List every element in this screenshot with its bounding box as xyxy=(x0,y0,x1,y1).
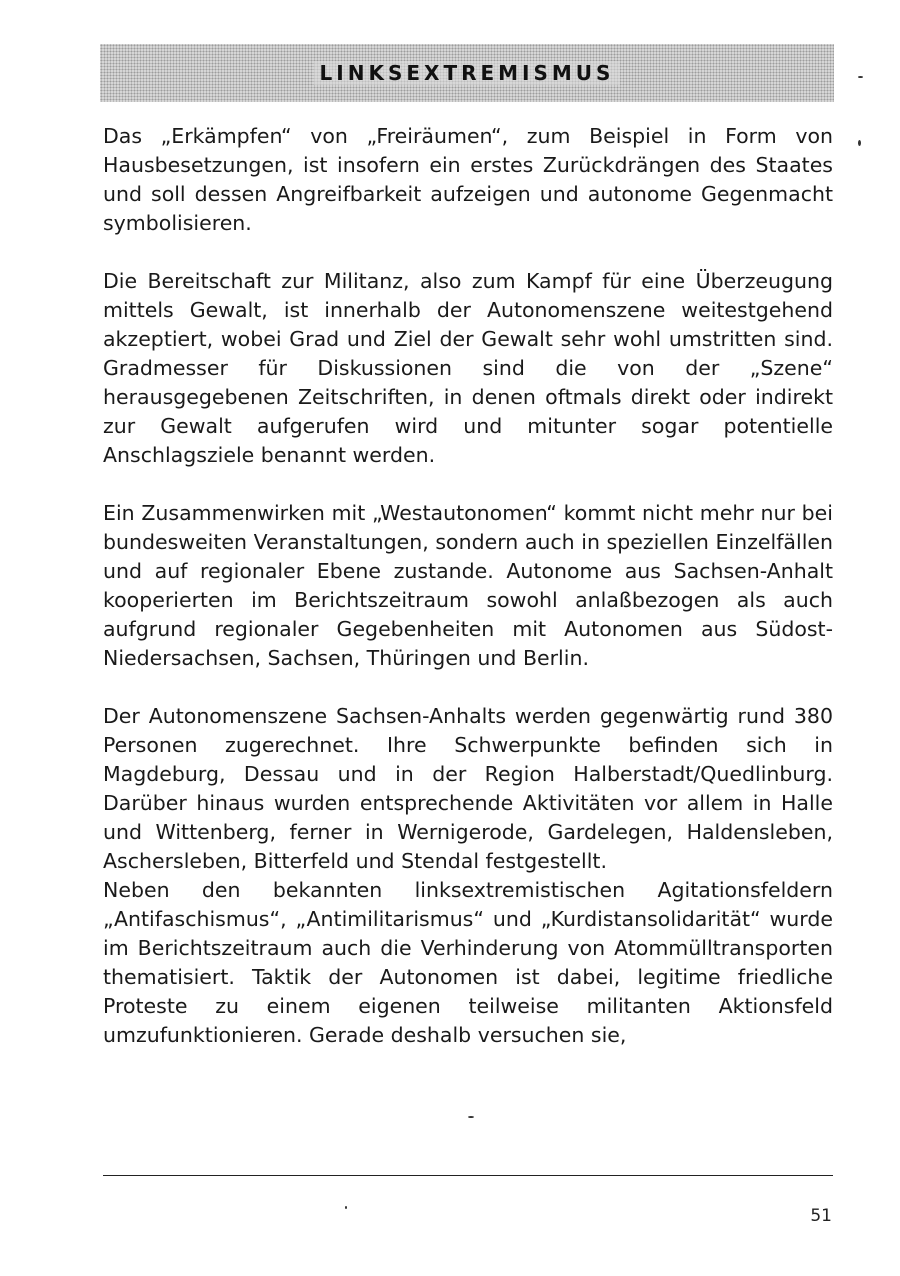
paragraph-militanz: Die Bereitschaft zur Militanz, also zum Kampf für eine Überzeugung mittels Gewalt, ist innerhalb der Autonomenszene weitestgehend akzeptiert, wobei Grad und Ziel der Gewalt sehr wohl umstritten sind. Gradmesser für Diskussionen sind die von der „Szene“ herausgegebenen Zeitschriften, in denen oftmals direkt oder indirekt zur Gewalt aufgerufen wird und mitunter sogar potentielle Anschlagsziele benannt werden. xyxy=(103,269,833,467)
scan-speck xyxy=(345,1206,347,1209)
paragraph-freiraeume: Das „Erkämpfen“ von „Freiräumen“, zum Beispiel in Form von Hausbesetzungen, ist insofern ein erstes Zurückdrängen des Staates und soll dessen Angreifbarkeit aufzeigen und autonome Gegenmacht symbolisieren. xyxy=(103,124,833,235)
paragraph-agitationsfelder: Neben den bekannten linksextremistischen Agitationsfeldern „Antifaschismus“, „Antimilitarismus“ und „Kurdistansolidarität“ wurde im Berichtszeitraum auch die Verhinderung von Atommülltransporten thematisiert. Taktik der Autonomen ist dabei, legitime friedliche Proteste zu einem eigenen teilweise militanten Aktionsfeld umzufunktionieren. Gerade deshalb versuchen sie, xyxy=(103,878,833,1047)
paragraph-westautonome: Ein Zusammenwirken mit „Westautonomen“ kommt nicht mehr nur bei bundesweiten Veranstaltungen, sondern auch in speziellen Einzelfällen und auf regionaler Ebene zustande. Autonome aus Sachsen-Anhalt kooperierten im Berichtszeitraum sowohl anlaßbezogen als auch aufgrund regionaler Gegebenheiten mit Autonomen aus Südost-Niedersachsen, Sachsen, Thüringen und Berlin. xyxy=(103,501,833,670)
scan-speck xyxy=(468,1116,474,1118)
footer-rule xyxy=(103,1175,833,1176)
scan-speck xyxy=(858,140,861,146)
scan-speck xyxy=(858,76,863,78)
body-text xyxy=(103,122,833,1050)
section-header-band xyxy=(100,44,834,102)
section-title: LINKSEXTREMISMUS xyxy=(314,61,621,85)
page-number: 51 xyxy=(810,1206,832,1226)
paragraph-autonomenszene: Der Autonomenszene Sachsen-Anhalts werden gegenwärtig rund 380 Personen zugerechnet. Ihre Schwerpunkte befinden sich in Magdeburg, Dessau und in der Region Halberstadt/Quedlinburg. Darüber hinaus wurden entsprechende Aktivitäten vor allem in Halle und Wittenberg, ferner in Wernigerode, Gardelegen, Haldensleben, Aschersleben, Bitterfeld und Stendal festgestellt. xyxy=(103,704,833,873)
